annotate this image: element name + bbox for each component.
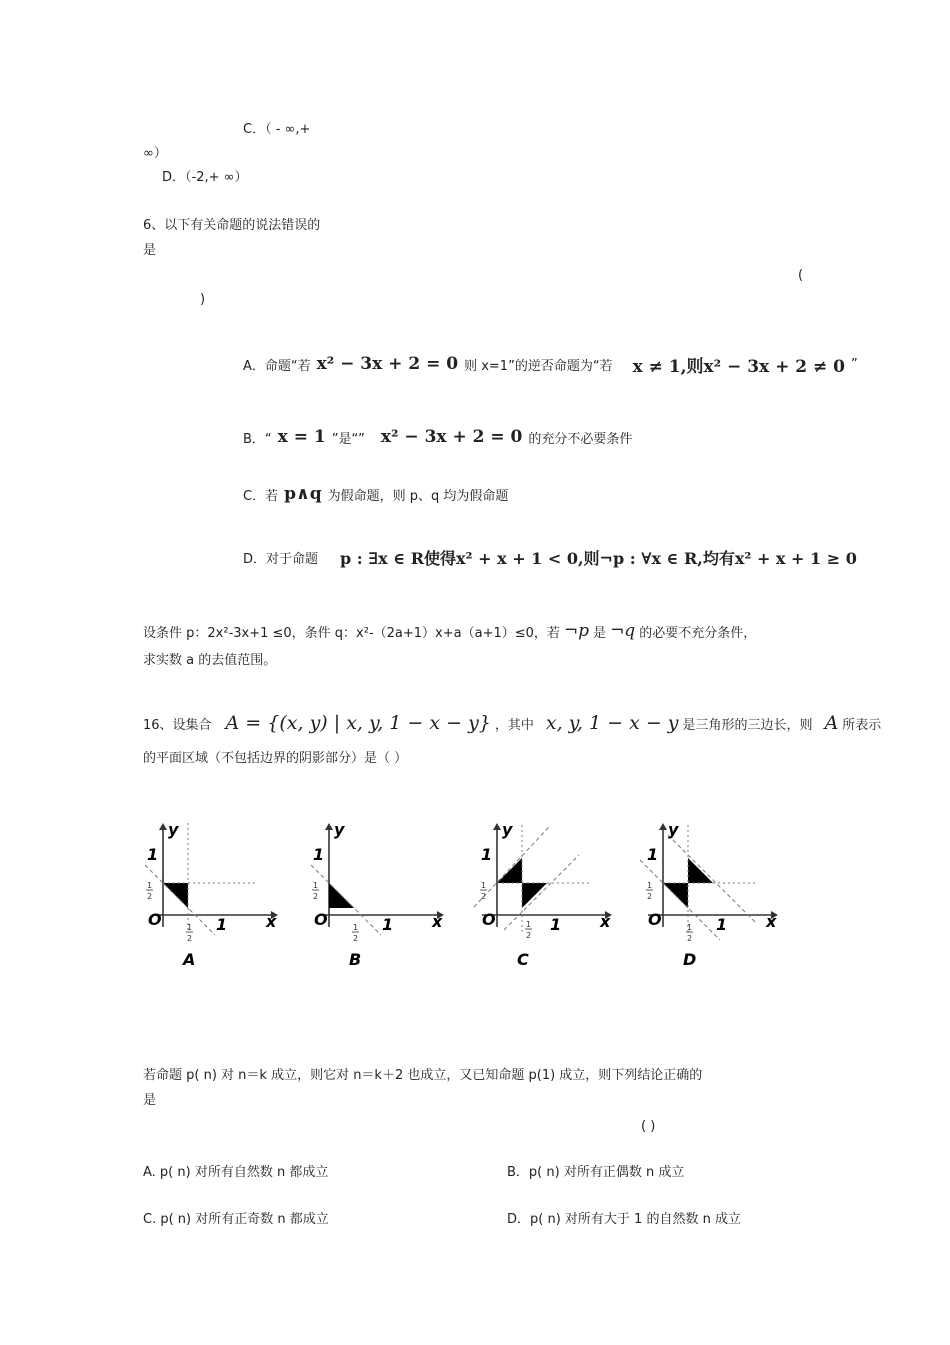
q6-option-c [243, 482, 508, 506]
graph-c-y-label: y [502, 820, 513, 839]
graph-b-one-x: 1 [382, 915, 394, 934]
graph-a-origin: O [148, 910, 162, 929]
q16-stem-line2: 的平面区域（不包括边界的阴影部分）是（ ） [143, 751, 408, 766]
option-c-continued: ∞） [143, 146, 167, 161]
graph-b-y-label: y [334, 820, 345, 839]
graph-c-one-y: 1 [481, 845, 493, 864]
svg-text:2: 2 [187, 934, 193, 943]
q6-b-prefix: B．“ [243, 431, 272, 447]
svg-text:2: 2 [313, 892, 319, 901]
cond-text: 设条件 p：2x²-3x+1 ≤0，条件 q：x²-（2a+1）x+a（a+1）≤0，若 [143, 625, 560, 641]
q6-c-end: 为假命题，则 p、q 均为假命题 [327, 488, 509, 504]
qp-option-d: D．p( n) 对所有大于 1 的自然数 n 成立 [507, 1212, 741, 1227]
svg-text:1: 1 [313, 881, 319, 890]
q6-option-b [243, 425, 632, 449]
q6-b-math1: x = 1 [277, 427, 326, 447]
q6-b-end: 的充分不必要条件 [528, 431, 633, 447]
q6-b-mid: ”是“” [331, 431, 365, 447]
svg-text:1: 1 [187, 923, 193, 932]
cond-line1 [143, 620, 756, 642]
q16-math-sides: x, y, 1 − x − y [545, 712, 679, 734]
cond-line2: 求实数 a 的去值范围。 [143, 653, 277, 668]
cond-not-q: ¬q [610, 621, 636, 641]
q6-c-prefix: C．若 [243, 488, 279, 504]
svg-text:1: 1 [147, 881, 153, 890]
graph-a-one-x: 1 [216, 915, 228, 934]
q6-a-prefix: A．命题“若 [243, 358, 311, 374]
qp-option-a: A. p( n) 对所有自然数 n 都成立 [143, 1165, 329, 1180]
q16-mid2: 是三角形的三边长，则 [682, 717, 813, 733]
graph-c-label: C [517, 950, 529, 969]
graph-c [474, 820, 612, 969]
qp-option-c: C. p( n) 对所有正奇数 n 都成立 [143, 1212, 329, 1227]
q6-paren-open: ( [798, 268, 804, 283]
q6-a-math1: x² − 3x + 2 = 0 [316, 354, 459, 374]
cond-is: 是 [593, 625, 607, 641]
q16-math-A: A [824, 712, 839, 734]
q6-paren-close: ) [200, 292, 206, 307]
q6-c-math: p∧q [284, 484, 322, 504]
q6-option-d [243, 544, 857, 570]
graph-b-one-y: 1 [313, 845, 325, 864]
graph-c-origin: O [482, 910, 496, 929]
graph-b-label: B [349, 950, 362, 969]
svg-text:2: 2 [481, 892, 487, 901]
graph-a-y-label: y [168, 820, 179, 839]
svg-text:2: 2 [526, 931, 532, 940]
qp-option-b: B．p( n) 对所有正偶数 n 成立 [507, 1165, 685, 1180]
graph-b [311, 820, 444, 969]
svg-text:1: 1 [687, 923, 693, 932]
q6-stem: 6、以下有关命题的说法错误的 [143, 218, 321, 233]
graph-d-one-x: 1 [716, 915, 728, 934]
graph-c-x-label: x [600, 912, 611, 931]
graph-a-label: A [183, 950, 196, 969]
qp-paren: ( ) [641, 1119, 656, 1134]
qp-stem-continued: 是 [143, 1093, 157, 1108]
graph-d-one-y: 1 [647, 845, 659, 864]
svg-text:2: 2 [353, 934, 359, 943]
cond-not-p: ¬p [563, 621, 590, 641]
option-d: D．（-2,+ ∞） [162, 170, 248, 185]
q16-end: 所表示 [842, 717, 882, 733]
q6-option-a [243, 352, 858, 376]
graph-b-x-label: x [432, 912, 443, 931]
svg-text:1: 1 [526, 920, 532, 929]
q16-stem [143, 706, 881, 740]
graph-d-origin: O [648, 910, 662, 929]
svg-text:2: 2 [147, 892, 153, 901]
graph-b-origin: O [314, 910, 328, 929]
cond-end: 的必要不充分条件， [639, 625, 757, 641]
q6-stem-continued: 是 [143, 243, 157, 258]
svg-text:1: 1 [353, 923, 359, 932]
option-c: C．（ - ∞,+ [243, 122, 311, 137]
q16-mid: ，其中 [494, 717, 534, 733]
q16-graphs [140, 815, 790, 975]
graph-d-label: D [683, 950, 697, 969]
svg-text:2: 2 [647, 892, 653, 901]
q6-d-math: p : ∃x ∈ R使得x² + x + 1 < 0,则¬p : ∀x ∈ R,均有x² + x + 1 ≥ 0 [340, 548, 857, 568]
graph-d [640, 820, 778, 969]
graph-d-y-label: y [668, 820, 679, 839]
graph-a [145, 820, 278, 969]
graph-a-x-label: x [266, 912, 277, 931]
svg-text:1: 1 [647, 881, 653, 890]
q16-math-set: A = {(x, y) | x, y, 1 − x − y} [225, 712, 491, 734]
q6-a-mid: 则 x=1”的逆否命题为“若 [464, 358, 613, 374]
svg-text:2: 2 [687, 934, 693, 943]
graph-d-x-label: x [766, 912, 777, 931]
q6-a-end: ” [850, 356, 858, 372]
svg-text:1: 1 [481, 881, 487, 890]
q16-prefix: 16、设集合 [143, 717, 212, 733]
graph-c-one-x: 1 [550, 915, 562, 934]
q6-b-math2: x² − 3x + 2 = 0 [380, 427, 523, 447]
graph-a-one-y: 1 [147, 845, 159, 864]
qp-stem: 若命题 p( n) 对 n＝k 成立，则它对 n＝k＋2 也成立，又已知命题 p(1) 成立，则下列结论正确的 [143, 1068, 703, 1083]
q6-a-math2: x ≠ 1,则x² − 3x + 2 ≠ 0 [632, 356, 845, 377]
q6-d-prefix: D．对于命题 [243, 551, 319, 567]
